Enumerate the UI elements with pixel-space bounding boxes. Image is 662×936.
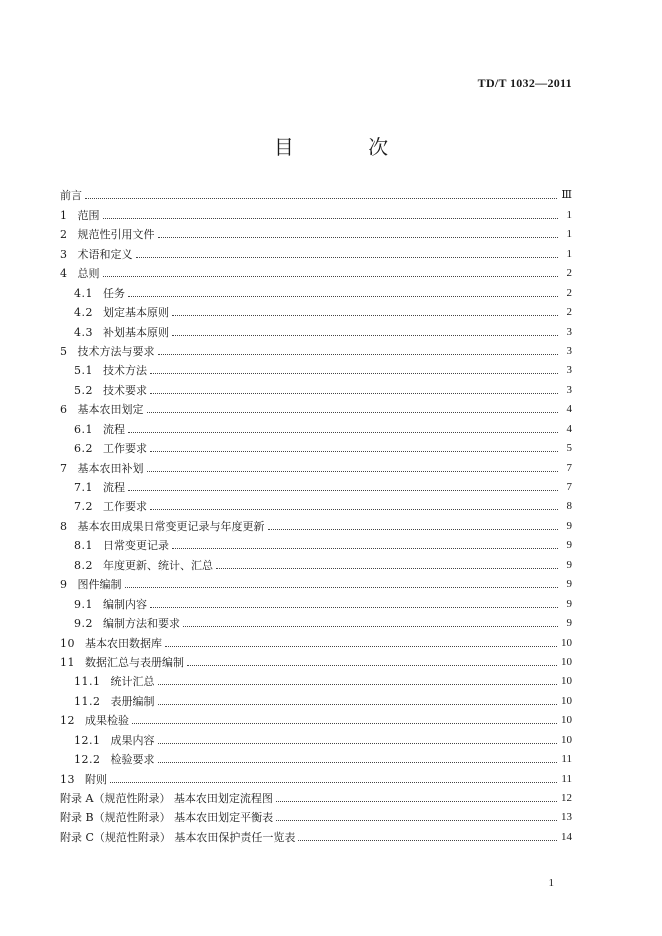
toc-entry-title: 技术方法与要求 <box>77 344 155 358</box>
toc-entry-title: 技术方法 <box>103 364 147 378</box>
dot-leader <box>298 840 557 841</box>
toc-entry-number: 11.1 <box>74 675 101 689</box>
toc-entry-title: 年度更新、统计、汇总 <box>103 558 213 572</box>
toc-entry-label <box>74 598 150 611</box>
toc-entry-title: 流程 <box>103 481 125 494</box>
toc-entry-label <box>60 248 136 261</box>
toc-entry-title: 术语和定义 <box>77 247 133 261</box>
toc-entry-page: Ⅲ <box>561 189 572 202</box>
dot-leader <box>276 801 557 802</box>
toc-entry-title: 工作要求 <box>103 500 147 514</box>
toc-entry-number: 4.2 <box>74 306 93 320</box>
toc-entry-page: 10 <box>561 733 572 746</box>
toc-entry[interactable] <box>60 300 572 319</box>
toc-entry[interactable] <box>60 747 572 766</box>
toc-entry-label <box>60 228 158 241</box>
toc-entry-page: 9 <box>566 558 572 571</box>
toc-entry[interactable] <box>60 280 572 299</box>
toc-entry-title: 划定基本原则 <box>103 306 169 320</box>
toc-entry-label <box>74 384 150 397</box>
dot-leader <box>150 373 558 374</box>
toc-entry-title: 附录 C（规范性附录） 基本农田保护责任一览表 <box>60 830 296 844</box>
toc-entry-label <box>74 364 150 377</box>
toc-entry-title: 统计汇总 <box>110 675 155 689</box>
toc-entry-title: 范围 <box>77 208 100 222</box>
toc-entry-page: 3 <box>566 344 572 357</box>
dot-leader <box>128 490 558 491</box>
toc-entry-page: 12 <box>561 792 572 804</box>
toc-entry[interactable] <box>60 475 572 494</box>
toc-entry-page: 2 <box>566 286 572 299</box>
toc-entry-title: 表册编制 <box>110 694 155 708</box>
toc-entry-page: 7 <box>566 461 572 474</box>
toc-entry-label <box>74 617 183 630</box>
toc-entry-page: 13 <box>561 811 572 824</box>
toc-entry[interactable] <box>60 669 572 688</box>
toc-entry-number: 6 <box>60 403 68 417</box>
toc-entry-number: 10 <box>60 636 75 650</box>
toc-entry-label <box>74 442 150 455</box>
dot-leader <box>136 257 559 258</box>
toc-entry[interactable] <box>60 455 572 474</box>
toc-entry-number: 5.1 <box>74 364 93 378</box>
toc-entry-label <box>60 267 103 280</box>
dot-leader <box>216 568 558 569</box>
standard-code: TD/T 1032—2011 <box>477 76 572 90</box>
toc-entry[interactable] <box>60 591 572 610</box>
toc-entry-number: 4.1 <box>74 286 93 300</box>
toc-entry-label <box>74 539 172 552</box>
toc-entry-number: 6.2 <box>74 442 93 456</box>
toc-entry-page: 8 <box>566 500 572 513</box>
toc-entry-label <box>60 209 103 222</box>
toc-entry-label <box>60 520 268 533</box>
toc-entry-page: 1 <box>566 247 572 260</box>
toc-entry-title: 检验要求 <box>110 753 155 767</box>
toc-entry[interactable] <box>60 611 572 630</box>
toc-entry-number: 2 <box>60 228 68 242</box>
toc-entry-title: 前言 <box>60 189 82 203</box>
toc-entry-number: 1 <box>60 208 68 222</box>
toc-entry-title: 基本农田补划 <box>77 461 144 475</box>
toc-entry-number: 12.2 <box>74 753 101 767</box>
toc-entry-title: 补划基本原则 <box>103 325 169 339</box>
dot-leader <box>276 820 557 821</box>
dot-leader <box>128 432 558 433</box>
toc-entry-label <box>60 792 276 805</box>
toc-entry[interactable] <box>60 786 572 805</box>
toc-entry-page: 11 <box>561 753 572 766</box>
dot-leader <box>150 509 558 510</box>
toc-entry[interactable] <box>60 339 572 358</box>
toc-entry[interactable] <box>60 319 572 338</box>
toc-entry[interactable] <box>60 494 572 513</box>
toc-entry-number: 4 <box>60 267 68 281</box>
toc-entry-label <box>60 345 158 358</box>
toc-entry-page: 3 <box>566 364 572 377</box>
toc-entry-title: 基本农田数据库 <box>85 636 162 650</box>
toc-entry-title: 附则 <box>85 772 107 786</box>
toc-entry-title: 成果检验 <box>85 714 129 728</box>
toc-entry-number: 12 <box>60 714 75 728</box>
toc-entry[interactable] <box>60 513 572 532</box>
dot-leader <box>128 296 558 297</box>
toc-entry-page: 1 <box>566 228 572 241</box>
toc-entry-page: 3 <box>566 325 572 338</box>
toc-entry-title: 基本农田成果日常变更记录与年度更新 <box>77 519 265 533</box>
toc-entry-page: 10 <box>561 636 572 649</box>
toc-entry-label <box>74 753 158 766</box>
toc-entry[interactable] <box>60 805 572 824</box>
toc-entry-page: 9 <box>566 519 572 532</box>
toc-entry-label <box>60 189 85 202</box>
toc-entry-number: 8.2 <box>74 558 93 572</box>
toc-entry-page: 10 <box>561 655 572 668</box>
toc-entry-number: 5.2 <box>74 383 93 397</box>
toc-entry-title: 编制内容 <box>103 597 147 611</box>
toc-entry-number: 11 <box>60 655 75 669</box>
toc-entry-label <box>74 675 158 688</box>
dot-leader <box>158 743 558 744</box>
toc-entry[interactable] <box>60 416 572 435</box>
toc-entry-title: 总则 <box>77 267 100 281</box>
toc-entry[interactable] <box>60 572 572 591</box>
toc-entry-page: 2 <box>566 306 572 319</box>
toc-entry-label <box>60 656 187 669</box>
toc-entry-label <box>74 326 172 339</box>
toc-entry-label <box>74 287 128 300</box>
toc-entry-title: 工作要求 <box>103 442 147 456</box>
toc-entry-page: 1 <box>566 208 572 221</box>
toc-entry-title: 技术要求 <box>103 383 147 397</box>
toc-entry-title: 附录 A（规范性附录） 基本农田划定流程图 <box>60 792 273 805</box>
toc-entry-page: 9 <box>566 539 572 552</box>
toc-entry-title: 成果内容 <box>110 733 155 747</box>
dot-leader <box>103 276 559 277</box>
toc-entry-label <box>60 578 125 591</box>
toc-entry-page: 2 <box>566 267 572 280</box>
dot-leader <box>132 723 557 724</box>
toc-entry-number: 9 <box>60 578 68 592</box>
toc-entry-page: 5 <box>566 442 572 455</box>
toc-entry-page: 11 <box>561 772 572 785</box>
toc-entry-number: 7.1 <box>74 481 93 494</box>
toc-entry-title: 附录 B（规范性附录） 基本农田划定平衡表 <box>60 811 274 825</box>
toc-entry[interactable] <box>60 436 572 455</box>
toc-entry-page: 10 <box>561 714 572 727</box>
toc-entry-label <box>74 423 128 436</box>
dot-leader <box>187 665 557 666</box>
toc-entry-title: 基本农田划定 <box>77 403 144 417</box>
toc-entry-number: 5 <box>60 344 68 358</box>
toc-entry-label <box>60 403 147 416</box>
toc-entry-label <box>60 714 132 727</box>
toc-entry-number: 8 <box>60 519 68 533</box>
toc-entry-label <box>74 306 172 319</box>
toc-entry-page: 9 <box>566 617 572 630</box>
toc-entry-page: 10 <box>561 694 572 707</box>
toc-entry-title: 规范性引用文件 <box>77 228 155 242</box>
toc-entry-label <box>60 637 165 650</box>
dot-leader <box>172 335 558 336</box>
toc-entry-number: 7.2 <box>74 500 93 514</box>
toc-entry-label <box>74 695 158 708</box>
dot-leader <box>125 587 559 588</box>
toc-entry-page: 4 <box>566 403 572 416</box>
dot-leader <box>158 237 559 238</box>
toc-entry-number: 9.1 <box>74 597 93 611</box>
dot-leader <box>150 393 558 394</box>
dot-leader <box>150 607 558 608</box>
dot-leader <box>183 626 558 627</box>
dot-leader <box>110 782 557 783</box>
toc-entry-number: 3 <box>60 247 68 261</box>
dot-leader <box>158 762 558 763</box>
toc-entry-number: 9.2 <box>74 617 93 631</box>
dot-leader <box>158 704 558 705</box>
toc-entry[interactable] <box>60 727 572 746</box>
toc-entry-number: 8.1 <box>74 539 93 553</box>
toc-entry-title: 编制方法和要求 <box>103 617 180 631</box>
toc-entry-page: 10 <box>561 675 572 688</box>
dot-leader <box>268 529 559 530</box>
toc-entry[interactable] <box>60 766 572 785</box>
toc-entry[interactable] <box>60 552 572 571</box>
toc-entry-title: 任务 <box>103 286 125 300</box>
toc-entry-page: 14 <box>561 830 572 843</box>
toc-entry-page: 4 <box>566 422 572 435</box>
toc-entry-page: 7 <box>566 481 572 493</box>
dot-leader <box>85 198 557 199</box>
toc-entry[interactable] <box>60 630 572 649</box>
dot-leader <box>165 646 557 647</box>
dot-leader <box>172 315 558 316</box>
toc-entry[interactable] <box>60 824 572 843</box>
toc-entry-label <box>74 481 128 494</box>
toc-entry[interactable] <box>60 183 572 202</box>
toc-entry-number: 6.1 <box>74 422 93 436</box>
toc-entry-label <box>60 811 276 824</box>
toc-entry[interactable] <box>60 708 572 727</box>
toc-entry-label <box>60 462 147 475</box>
toc-entry-number: 12.1 <box>74 733 101 747</box>
toc-entry[interactable] <box>60 261 572 280</box>
toc-entry-label <box>60 773 110 786</box>
dot-leader <box>150 451 558 452</box>
toc-entry[interactable] <box>60 202 572 221</box>
dot-leader <box>158 684 558 685</box>
toc-entry[interactable] <box>60 650 572 669</box>
dot-leader <box>147 471 559 472</box>
toc-entry-number: 4.3 <box>74 325 93 339</box>
toc-entry-title: 日常变更记录 <box>103 539 169 553</box>
toc-entry[interactable] <box>60 533 572 552</box>
toc-entry-number: 7 <box>60 461 68 475</box>
toc-entry-page: 9 <box>566 597 572 610</box>
dot-leader <box>158 354 559 355</box>
toc-entry-label <box>60 831 298 844</box>
toc-entry[interactable] <box>60 688 572 707</box>
page-number: 1 <box>548 877 554 889</box>
toc-entry-page: 3 <box>566 383 572 396</box>
toc-entry[interactable] <box>60 358 572 377</box>
toc-entry[interactable] <box>60 397 572 416</box>
toc-entry-page: 9 <box>566 578 572 591</box>
toc-entry[interactable] <box>60 377 572 396</box>
toc-entry-label <box>74 734 158 747</box>
page-title: 目 次 <box>273 135 423 159</box>
toc-entry-title: 流程 <box>103 422 125 436</box>
toc-entry-number: 13 <box>60 772 75 786</box>
dot-leader <box>147 412 559 413</box>
toc-entry-title: 图件编制 <box>77 578 122 592</box>
dot-leader <box>172 548 558 549</box>
toc-entry-number: 11.2 <box>74 694 101 708</box>
toc-entry-title: 数据汇总与表册编制 <box>85 655 184 669</box>
toc-entry[interactable] <box>60 241 572 260</box>
table-of-contents <box>60 183 572 844</box>
toc-entry[interactable] <box>60 222 572 241</box>
toc-entry-label <box>74 500 150 513</box>
dot-leader <box>103 218 559 219</box>
toc-entry-label <box>74 559 216 572</box>
